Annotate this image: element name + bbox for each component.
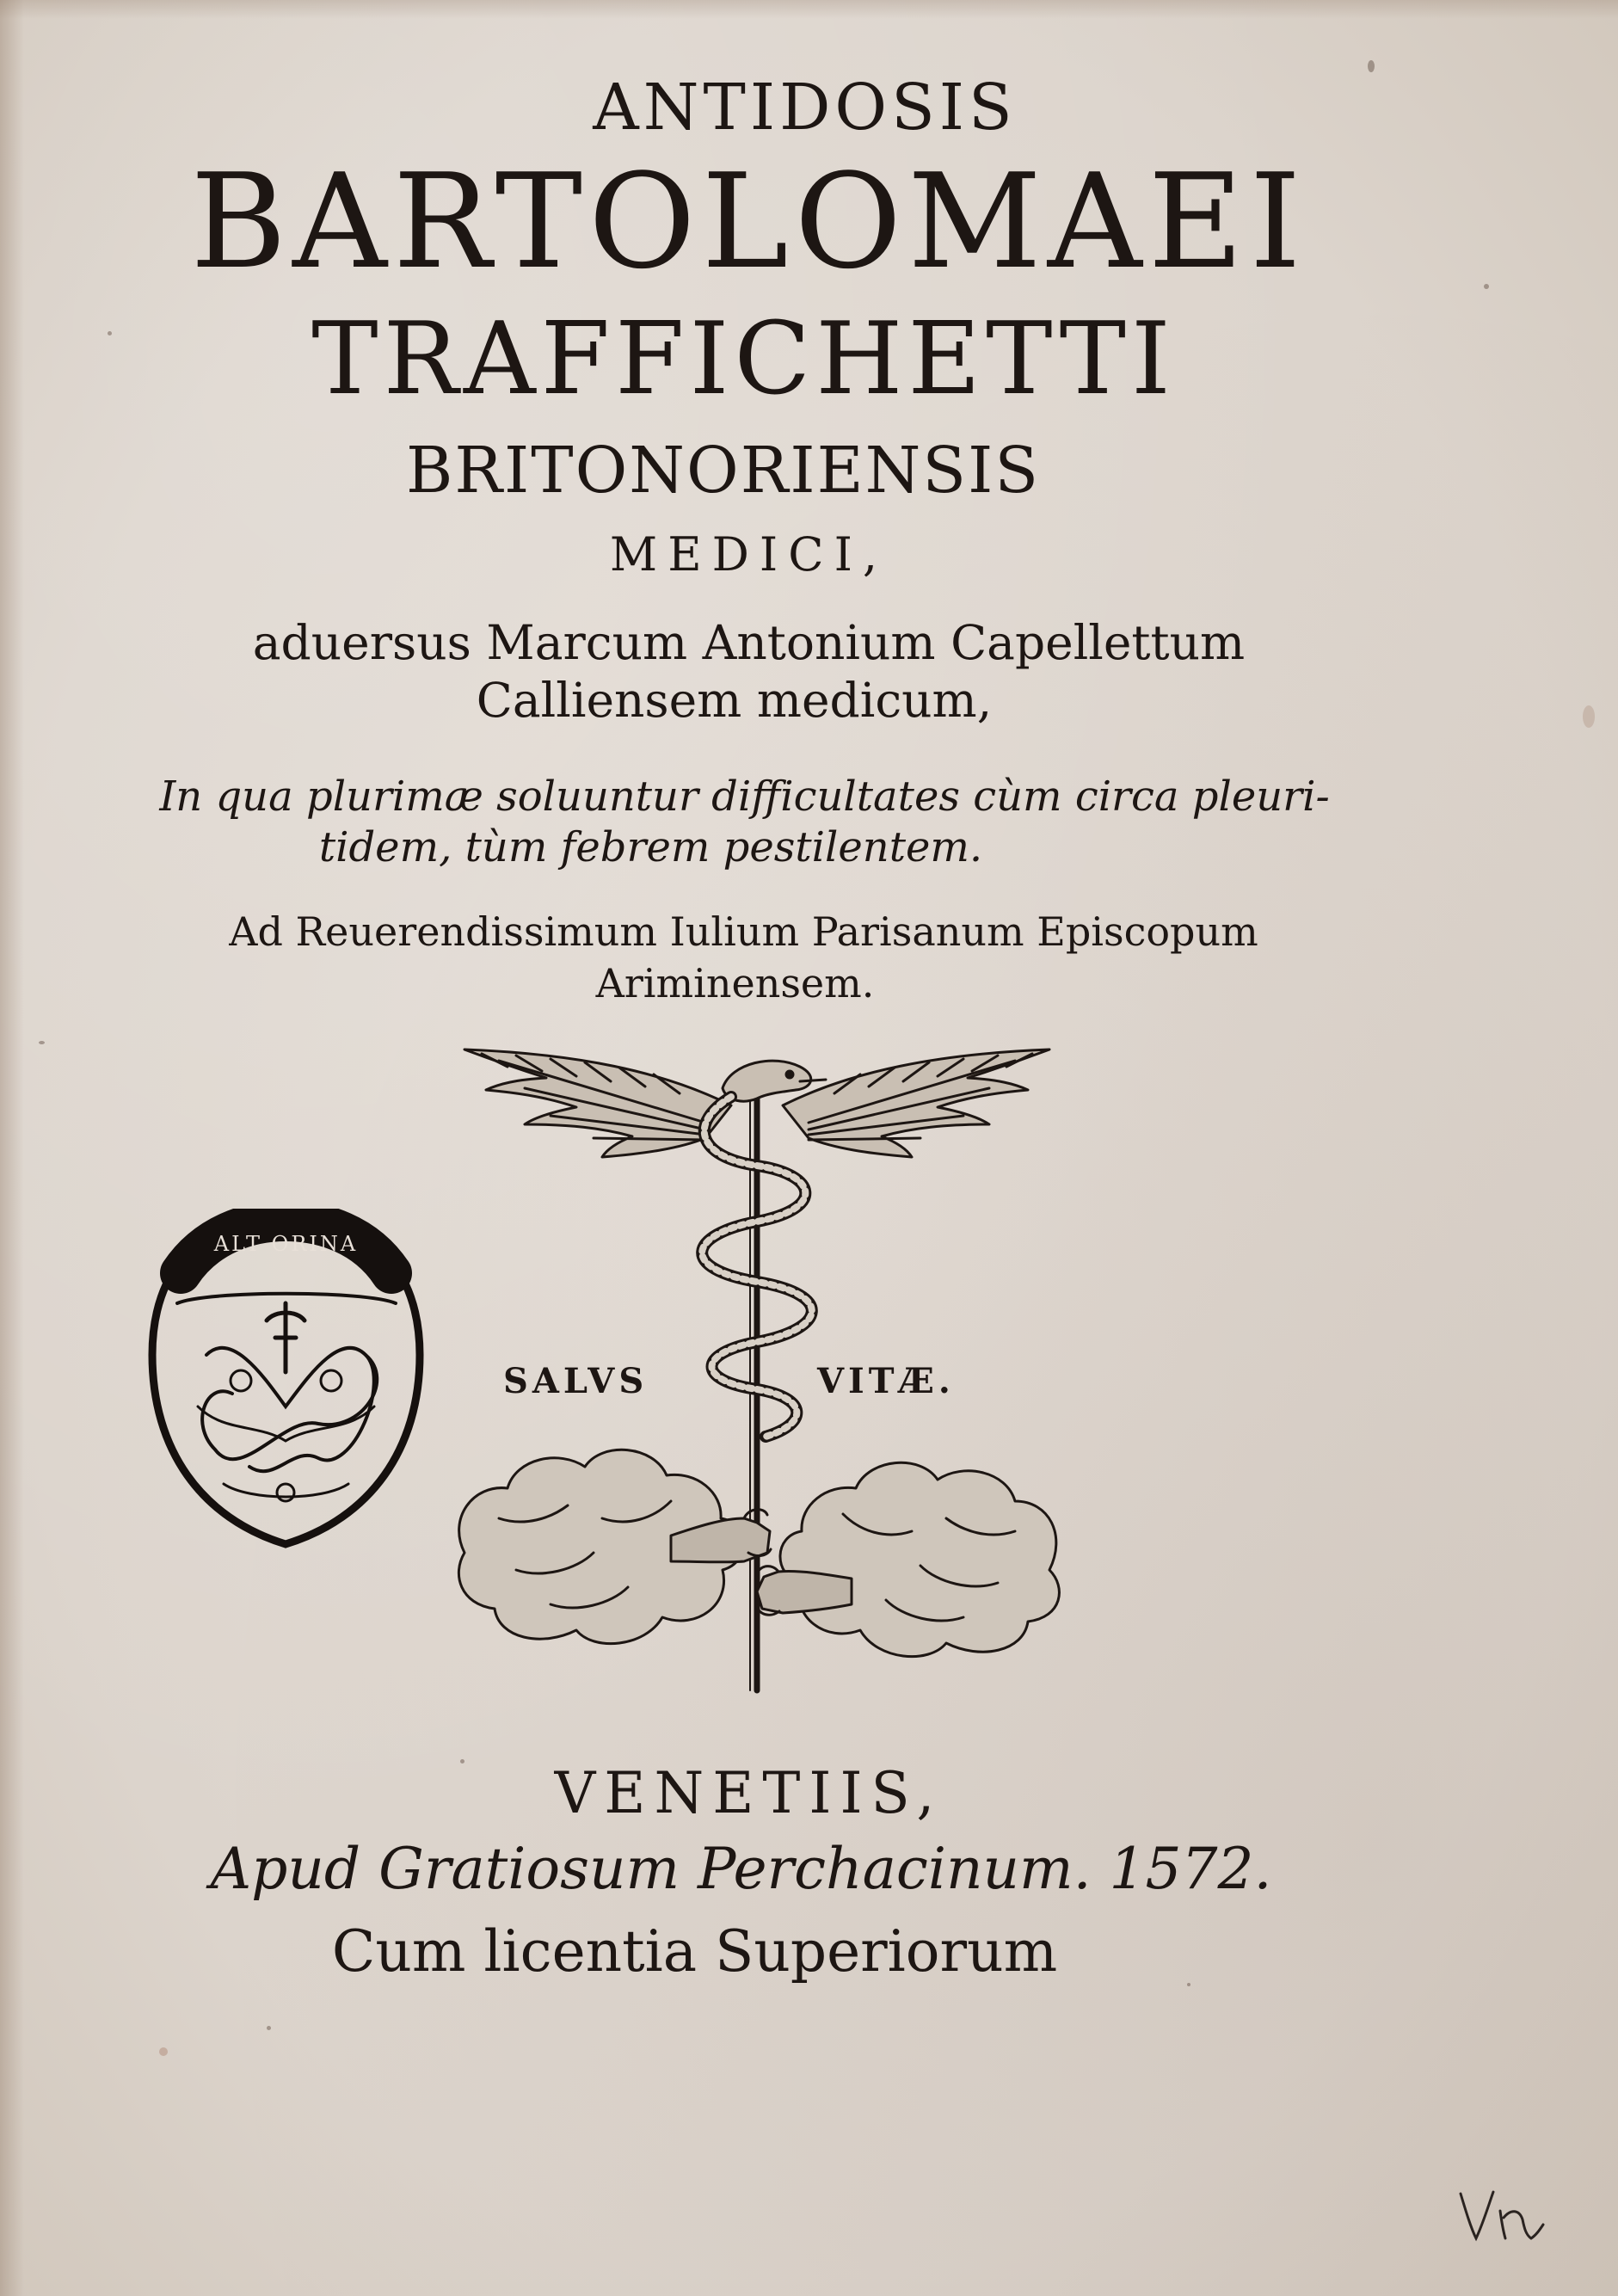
title-line-antidosis: ANTIDOSIS — [593, 71, 1017, 145]
paper-speck — [1583, 705, 1595, 728]
right-cloud-icon — [757, 1462, 1059, 1656]
title-line-origin: BRITONORIENSIS — [405, 434, 1041, 508]
paper-speck — [1368, 60, 1375, 72]
subtitle-inqua-line-1: In qua plurimæ soluuntur difficultates cùm circa pleuri- — [159, 773, 1330, 821]
right-wing-icon — [783, 1050, 1049, 1157]
subtitle-inqua-line-2: tidem, tùm febrem pestilentem. — [318, 823, 983, 871]
paper-speck — [460, 1759, 464, 1764]
library-stamp-icon — [146, 1209, 426, 1553]
left-wing-icon — [464, 1050, 731, 1157]
motto-left: SALVS — [503, 1361, 649, 1401]
subtitle-aduersus-line-1: aduersus Marcum Antonium Capellettum — [252, 615, 1246, 670]
dedication-line-1: Ad Reuerendissimum Iulium Parisanum Episcopum — [229, 908, 1258, 955]
paper-speck — [39, 1041, 45, 1044]
paper-speck — [1484, 284, 1489, 289]
imprint-place: VENETIIS, — [554, 1760, 944, 1826]
page-top-shadow — [0, 0, 1618, 19]
title-line-profession: MEDICI, — [609, 527, 889, 582]
imprint-license: Cum licentia Superiorum — [331, 1918, 1058, 1985]
handwritten-annotation — [1454, 2185, 1548, 2245]
left-cloud-icon — [458, 1450, 771, 1643]
paper-speck — [267, 2026, 271, 2030]
imprint-printer-date: Apud Gratiosum Perchacinum. 1572. — [210, 1836, 1272, 1902]
subtitle-aduersus-line-2: Calliensem medicum, — [476, 673, 993, 728]
title-line-author-last: TRAFFICHETTI — [311, 301, 1176, 417]
paper-speck — [1187, 1983, 1190, 1986]
paper-speck — [159, 2047, 168, 2056]
dedication-line-2: Ariminensem. — [595, 960, 875, 1006]
paper-speck — [108, 331, 112, 335]
title-line-author-first: BARTOLOMAEI — [190, 145, 1307, 298]
stamp-legend: ALT ORINA — [213, 1232, 359, 1256]
motto-right: VITÆ. — [817, 1361, 955, 1401]
